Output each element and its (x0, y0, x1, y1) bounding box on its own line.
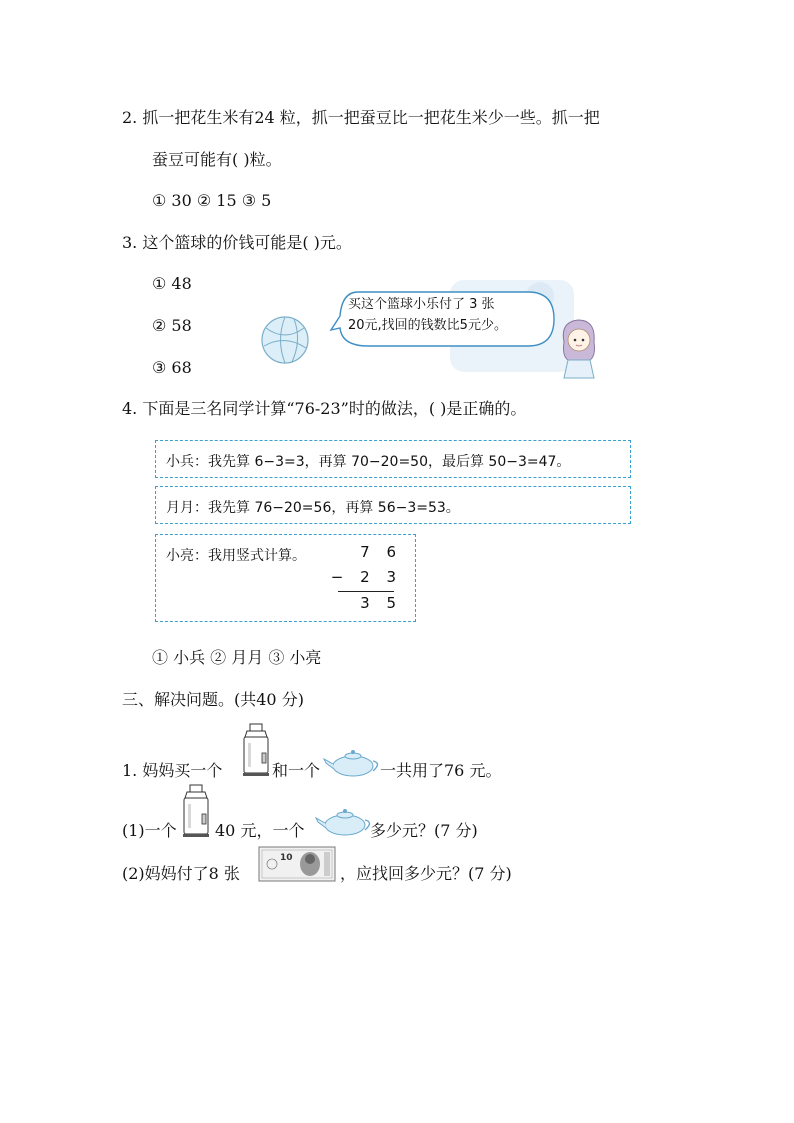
sub2-text-b: ，应找回多少元？(7 分) (340, 864, 512, 883)
method-xiaobing-text: 小兵：我先算 6−3=3，再算 70−20=50，最后算 50−3=47。 (166, 454, 571, 470)
p1-text-b: 和一个 (272, 761, 321, 780)
q3-option-1: ① 48 (152, 274, 192, 293)
thermos-icon (240, 723, 272, 777)
method-box-xiaoliang (155, 534, 416, 622)
q4-question: 4. 下面是三名同学计算“76-23”时的做法，( )是正确的。 (122, 399, 527, 418)
q4-options: ① 小兵 ② 月月 ③ 小亮 (152, 648, 322, 667)
q2-line1: 2. 抓一把花生米有24 粒，抓一把蚕豆比一把花生米少一些。抓一把 (122, 108, 600, 127)
q2-line2: 蚕豆可能有( )粒。 (152, 150, 282, 169)
vertical-row-2: − 2 3 (330, 568, 402, 586)
method-box-yueyue (155, 486, 631, 524)
sub1-text-b: 40 元，一个 (215, 821, 305, 840)
q2-options: ① 30 ② 15 ③ 5 (152, 191, 272, 210)
method-yueyue-text: 月月：我先算 76−20=56，再算 56−3=53。 (166, 500, 460, 516)
basketball-icon (258, 314, 312, 366)
banknote-icon (258, 846, 336, 882)
p1-text-c: 一共用了76 元。 (380, 761, 502, 780)
vertical-calculation (330, 541, 402, 617)
method-xiaoliang-text: 小亮：我用竖式计算。 (166, 548, 306, 564)
method-box-xiaobing (155, 440, 631, 478)
teapot-icon (322, 749, 384, 779)
bubble-line1: 买这个篮球小乐付了 3 张 (348, 297, 495, 312)
section3-heading: 三、解决问题。(共40 分) (122, 690, 304, 709)
vertical-row-3: 3 5 (360, 594, 402, 612)
teapot-icon (314, 808, 376, 838)
thermos-icon (180, 784, 212, 838)
q3-option-2: ② 58 (152, 316, 192, 335)
vertical-line (338, 591, 394, 592)
bubble-line2: 20元,找回的钱数比5元少。 (348, 318, 507, 333)
q3-option-3: ③ 68 (152, 358, 192, 377)
p1-text-a: 1. 妈妈买一个 (122, 761, 223, 780)
sub2-text-a: (2)妈妈付了8 张 (122, 864, 240, 883)
banknote-value: 10 (280, 853, 293, 863)
q3-question: 3. 这个篮球的价钱可能是( )元。 (122, 233, 352, 252)
girl-figure-icon (556, 316, 602, 380)
sub1-text-a: (1)一个 (122, 821, 177, 840)
vertical-row-1: 7 6 (360, 543, 402, 561)
sub1-text-c: 多少元？(7 分) (370, 821, 478, 840)
